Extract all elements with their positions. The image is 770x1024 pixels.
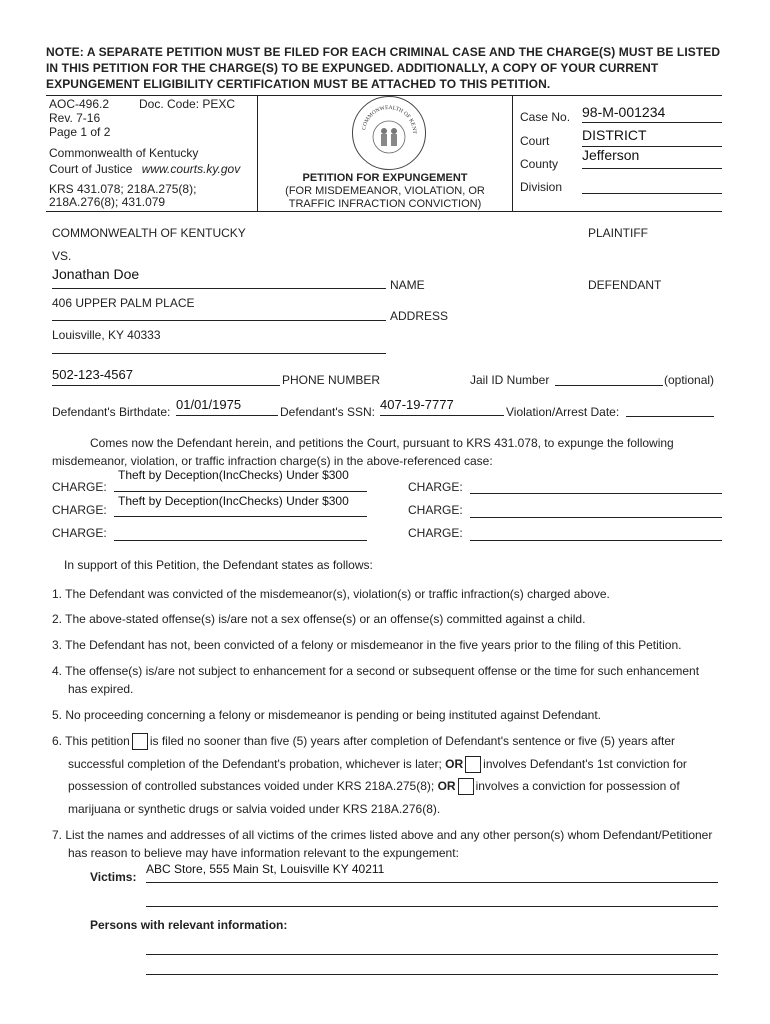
victims-field-1[interactable]: ABC Store, 555 Main St, Louisville KY 40211: [146, 862, 718, 883]
item-3: 3. The Defendant has not, been convicted of a felony or misdemeanor in the five years prior to the filing of this Petition.: [52, 638, 682, 652]
item-6-line-1: [52, 732, 675, 750]
support-intro: In support of this Petition, the Defendant states as follows:: [64, 558, 373, 572]
victims-label: Victims:: [90, 870, 137, 884]
persons-field-1[interactable]: [146, 938, 718, 955]
charge-field-6[interactable]: [470, 524, 722, 541]
court-field[interactable]: DISTRICT: [582, 127, 722, 147]
address-label: ADDRESS: [390, 309, 449, 323]
item-5: 5. No proceeding concerning a felony or misdemeanor is pending or being instituted against Defendant.: [52, 708, 602, 722]
case-no-field[interactable]: 98-M-001234: [582, 104, 722, 123]
case-no-label: Case No.: [520, 110, 571, 124]
charge-label-4: CHARGE:: [408, 480, 463, 494]
item-6-text-4: possession of controlled substances voided under KRS 218A.275(8);: [68, 779, 435, 793]
form-id: AOC-496.2: [49, 97, 110, 111]
item-6-checkbox-1[interactable]: [132, 733, 148, 750]
item-6-line-4: marijuana or synthetic drugs or salvia voided under KRS 218A.276(8).: [68, 802, 441, 816]
charge-field-4[interactable]: [470, 478, 722, 494]
charge-field-5[interactable]: [470, 501, 722, 518]
persons-field-2[interactable]: [146, 960, 718, 975]
violation-date-label: Violation/Arrest Date:: [506, 405, 620, 419]
item-6-line-3: [68, 777, 680, 795]
item-6-text-1: is filed no sooner than five (5) years after completion of Defendant's sentence or five (5) years after: [149, 734, 676, 748]
ssn-label: Defendant's SSN:: [280, 405, 376, 419]
phone-field[interactable]: 502-123-4567: [52, 367, 280, 386]
county-field[interactable]: Jefferson: [582, 147, 722, 169]
krs-line-1: KRS 431.078; 218A.275(8);: [49, 182, 197, 196]
address-line-2-field[interactable]: Louisville, KY 40333: [52, 328, 386, 354]
petition-subtitle-1: (FOR MISDEMEANOR, VIOLATION, OR: [285, 185, 485, 197]
charge-field-2[interactable]: Theft by Deception(IncChecks) Under $300: [114, 494, 367, 517]
header-bottom-rule: [46, 211, 722, 212]
defendant-label: DEFENDANT: [588, 278, 662, 292]
jail-id-optional: (optional): [664, 373, 715, 387]
name-label: NAME: [390, 278, 425, 292]
intro-line-2: misdemeanor, violation, or traffic infraction charge(s) in the above-referenced case:: [52, 454, 493, 468]
item-2: 2. The above-stated offense(s) is/are not a sex offense(s) or an offense(s) committed against a child.: [52, 612, 586, 626]
jail-id-label: Jail ID Number: [470, 373, 550, 387]
item-6-checkbox-2[interactable]: [465, 756, 481, 773]
state-name: Commonwealth of Kentucky: [49, 146, 199, 160]
item-4: 4. The offense(s) is/are not subject to enhancement for a second or subsequent offense or the time for such enhancement: [52, 664, 700, 678]
intro-line-1: Comes now the Defendant herein, and petitions the Court, pursuant to KRS 431.078, to expunge the following: [90, 436, 674, 450]
charge-label-6: CHARGE:: [408, 526, 463, 540]
division-field[interactable]: [582, 176, 722, 194]
item-6-checkbox-3[interactable]: [458, 778, 474, 795]
seal-text: COMMONWEALTH OF KENT: [361, 104, 418, 134]
item-6-text-3: involves Defendant's 1st conviction for: [483, 757, 687, 771]
charge-field-3[interactable]: [114, 524, 367, 541]
charge-label-2: CHARGE:: [52, 503, 107, 517]
division-label: Division: [520, 180, 563, 194]
item-6-or-2: OR: [437, 779, 456, 793]
defendant-name-field[interactable]: Jonathan Doe: [52, 266, 386, 289]
notice-text: NOTE: A SEPARATE PETITION MUST BE FILED FOR EACH CRIMINAL CASE AND THE CHARGE(S) MUST BE LISTED IN THIS PETITION FOR THE CHARGE(S) TO BE EXPUNGED. ADDITIONALLY, A COPY OF YOUR CURRENT EXPUNGEMENT ELIGIBILITY CERTIFICATION MUST BE ATTACHED TO THIS PETITION.: [46, 45, 721, 91]
krs-line-2: 218A.276(8); 431.079: [49, 195, 166, 209]
court-of-justice: [49, 162, 240, 176]
charge-label-3: CHARGE:: [52, 526, 107, 540]
charge-label-5: CHARGE:: [408, 503, 463, 517]
header-divider-right: [512, 95, 513, 211]
versus-label: VS.: [52, 249, 72, 263]
kentucky-seal: [352, 96, 426, 170]
petition-title: PETITION FOR EXPUNGEMENT: [302, 172, 468, 184]
persons-label: Persons with relevant information:: [90, 918, 288, 932]
court-label: Court: [520, 134, 550, 148]
victims-field-2[interactable]: [146, 890, 718, 907]
item-6-start: 6. This petition: [52, 734, 130, 748]
county-label: County: [520, 157, 559, 171]
doc-code: Doc. Code: PEXC: [139, 97, 236, 111]
item-6-or-1: OR: [445, 757, 464, 771]
birthdate-label: Defendant's Birthdate:: [52, 405, 171, 419]
page-number: Page 1 of 2: [49, 125, 111, 139]
court-of-justice-label: Court of Justice: [49, 162, 133, 176]
website-link[interactable]: www.courts.ky.gov: [141, 162, 241, 176]
petition-subtitle-2: TRAFFIC INFRACTION CONVICTION): [288, 198, 482, 210]
charge-field-1[interactable]: Theft by Deception(IncChecks) Under $300: [114, 468, 367, 492]
phone-label: PHONE NUMBER: [282, 373, 381, 387]
revision: Rev. 7-16: [49, 111, 101, 125]
address-line-1-field[interactable]: 406 UPPER PALM PLACE: [52, 296, 386, 321]
plaintiff-name: COMMONWEALTH OF KENTUCKY: [52, 226, 246, 240]
charge-label-1: CHARGE:: [52, 480, 107, 494]
item-7-line-1: 7. List the names and addresses of all victims of the crimes listed above and any other person(s) whom Defendant/Petitioner: [52, 828, 713, 842]
violation-date-field[interactable]: [626, 404, 714, 417]
item-6-line-2: [68, 755, 687, 773]
item-4-cont: has expired.: [68, 682, 134, 696]
seal-graphic: [353, 97, 425, 169]
item-1: 1. The Defendant was convicted of the misdemeanor(s), violation(s) or traffic infraction(s) charged above.: [52, 587, 610, 601]
jail-id-field[interactable]: [555, 372, 663, 386]
item-7-line-2: has reason to believe may have information relevant to the expungement:: [68, 846, 459, 860]
ssn-field[interactable]: 407-19-7777: [380, 397, 504, 416]
item-6-text-5: involves a conviction for possession of: [475, 779, 680, 793]
plaintiff-label: PLAINTIFF: [588, 226, 649, 240]
item-6-text-2: successful completion of the Defendant's probation, whichever is later;: [68, 757, 442, 771]
birthdate-field[interactable]: 01/01/1975: [176, 397, 278, 416]
